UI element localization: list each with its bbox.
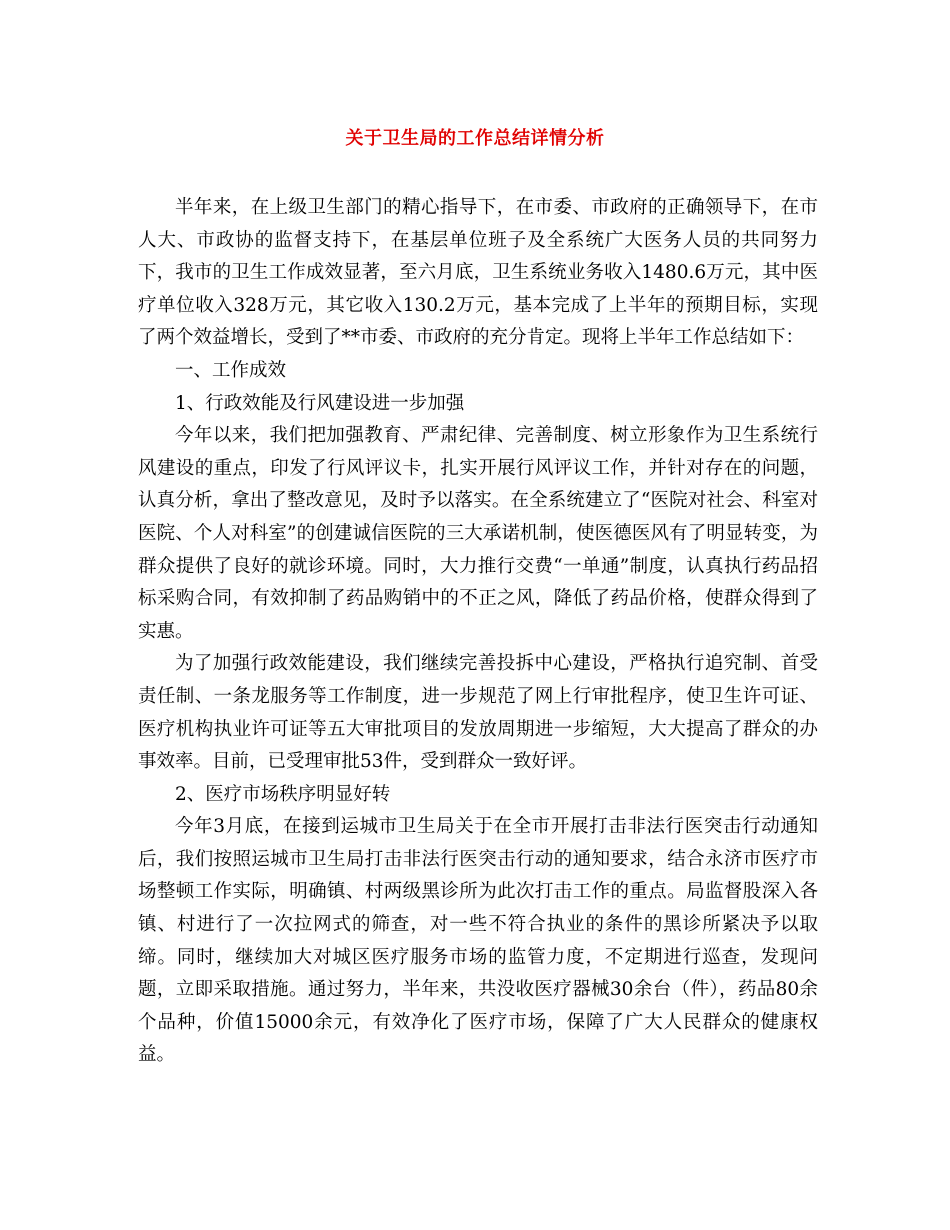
- subsection-heading-medical-market: 2、医疗市场秩序明显好转: [175, 783, 391, 805]
- paragraph-efficiency: 为了加强行政效能建设，我们继续完善投拆中心建设，严格执行追究制、首受责任制、一条龙服务等工作制度，进一步规范了网上行审批程序，使卫生许可证、医疗机构执业许可证等五大审批项目的发放周期进一步缩短，大大提高了群众的办事效率。目前，已受理审批53件，受到群众一致好评。: [138, 653, 818, 773]
- document-title: 关于卫生局的工作总结详情分析: [345, 128, 605, 149]
- document-body: [138, 192, 818, 1072]
- section-heading-achievements: 一、工作成效: [175, 359, 287, 381]
- paragraph-intro: 半年来，在上级卫生部门的精心指导下，在市委、市政府的正确领导下，在市人大、市政协的监督支持下，在基层单位班子及全系统广大医务人员的共同努力下，我市的卫生工作成效显著，至六月底，卫生系统业务收入1480.6万元，其中医疗单位收入328万元，其它收入130.2万元，基本完成了上半年的预期目标，实现了两个效益增长，受到了**市委、市政府的充分肯定。现将上半年工作总结如下：: [138, 197, 818, 349]
- subsection-heading-administration: 1、行政效能及行风建设进一步加强: [175, 392, 465, 414]
- paragraph-conduct: 今年以来，我们把加强教育、严肃纪律、完善制度、树立形象作为卫生系统行风建设的重点，印发了行风评议卡，扎实开展行风评议工作，并针对存在的问题，认真分析，拿出了整改意见，及时予以落实。在全系统建立了“医院对社会、科室对医院、个人对科室”的创建诚信医院的三大承诺机制，使医德医风有了明显转变，为群众提供了良好的就诊环境。同时，大力推行交费“一单通”制度，认真执行药品招标采购合同，有效抑制了药品购销中的不正之风，降低了药品价格，使群众得到了实惠。: [138, 425, 818, 642]
- paragraph-medical-market: 今年3月底，在接到运城市卫生局关于在全市开展打击非法行医突击行动通知后，我们按照运城市卫生局打击非法行医突击行动的通知要求，结合永济市医疗市场整顿工作实际，明确镇、村两级黑诊所为此次打击工作的重点。局监督股深入各镇、村进行了一次拉网式的筛查，对一些不符合执业的条件的黑诊所紧决予以取缔。同时，继续加大对城区医疗服务市场的监管力度，不定期进行巡查，发现问题，立即采取措施。通过努力，半年来，共没收医疗器械30余台（件），药品80余个品种，价值15000余元，有效净化了医疗市场，保障了广大人民群众的健康权益。: [138, 816, 818, 1066]
